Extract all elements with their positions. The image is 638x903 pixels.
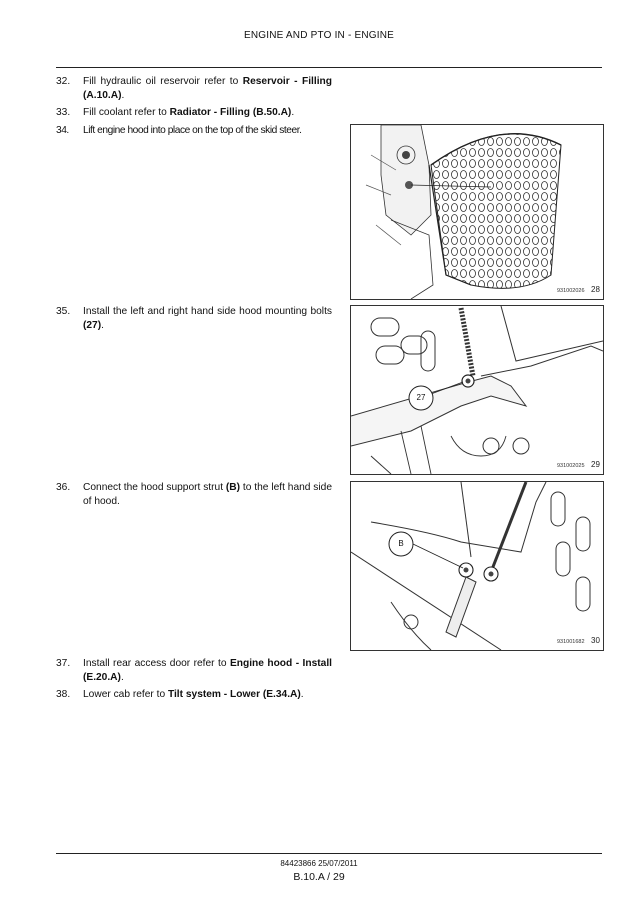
step-34 (56, 124, 346, 138)
step-text: Lift engine hood into place on the top of the skid steer. (83, 125, 302, 136)
callout-27: 27 (416, 393, 426, 402)
step-reference[interactable]: Engine hood - Install (E.20.A) (83, 658, 332, 683)
step-reference[interactable]: Reservoir - Filling (A.10.A) (83, 76, 332, 101)
step-number: 36. (56, 482, 71, 493)
figure-code: 931001682 (557, 639, 585, 645)
step-text: Connect the hood support strut (83, 482, 226, 493)
header-rule (56, 67, 602, 68)
figure-number: 28 (591, 285, 600, 294)
step-reference[interactable]: Tilt system - Lower (E.34.A) (167, 689, 301, 700)
step-number: 33. (56, 107, 71, 118)
figure-28 (350, 124, 604, 300)
figure-number: 29 (591, 460, 600, 469)
footer-page-number: B.10.A / 29 (293, 871, 345, 883)
figure-29 (350, 305, 604, 475)
step-reference: (27) (83, 320, 102, 331)
step-number: 34. (56, 125, 69, 136)
step-text-end: to the left hand side of hood. (83, 482, 332, 507)
footer-rule (56, 853, 602, 854)
figure-code: 931002025 (557, 463, 585, 469)
step-32 (56, 75, 332, 103)
step-reference: (B) (225, 482, 241, 493)
step-35 (56, 305, 332, 333)
figure-code: 931002026 (557, 288, 585, 294)
figure-30 (350, 481, 604, 651)
step-38 (56, 688, 332, 702)
step-number: 38. (56, 689, 71, 700)
step-text: Install the left and right hand side hood mounting bolts (83, 306, 332, 317)
callout-B: B (398, 539, 404, 548)
step-reference[interactable]: Radiator - Filling (B.50.A) (169, 107, 292, 118)
hood-grille-illustration (351, 125, 603, 299)
step-number: 32. (56, 76, 71, 87)
step-36 (56, 481, 332, 509)
step-text-end: . (300, 689, 304, 700)
step-37 (56, 657, 332, 685)
step-text: Fill hydraulic oil reservoir refer to (83, 76, 243, 87)
step-text-end: . (101, 320, 104, 331)
step-text: Fill coolant refer to (83, 107, 170, 118)
step-text: Lower cab refer to (83, 689, 168, 700)
step-number: 37. (56, 658, 71, 669)
hood-support-strut-illustration (351, 482, 603, 650)
page-header: ENGINE AND PTO IN - ENGINE (243, 30, 395, 41)
figure-number: 30 (591, 636, 600, 645)
step-33 (56, 106, 332, 120)
step-number: 35. (56, 306, 71, 317)
step-text-end: . (120, 672, 124, 683)
step-text: Install rear access door refer to (83, 658, 230, 669)
footer-document-code: 84423866 25/07/2011 (280, 859, 358, 868)
step-text-end: . (291, 107, 295, 118)
step-text-end: . (121, 90, 125, 101)
hood-mounting-bolt-illustration (351, 306, 603, 474)
